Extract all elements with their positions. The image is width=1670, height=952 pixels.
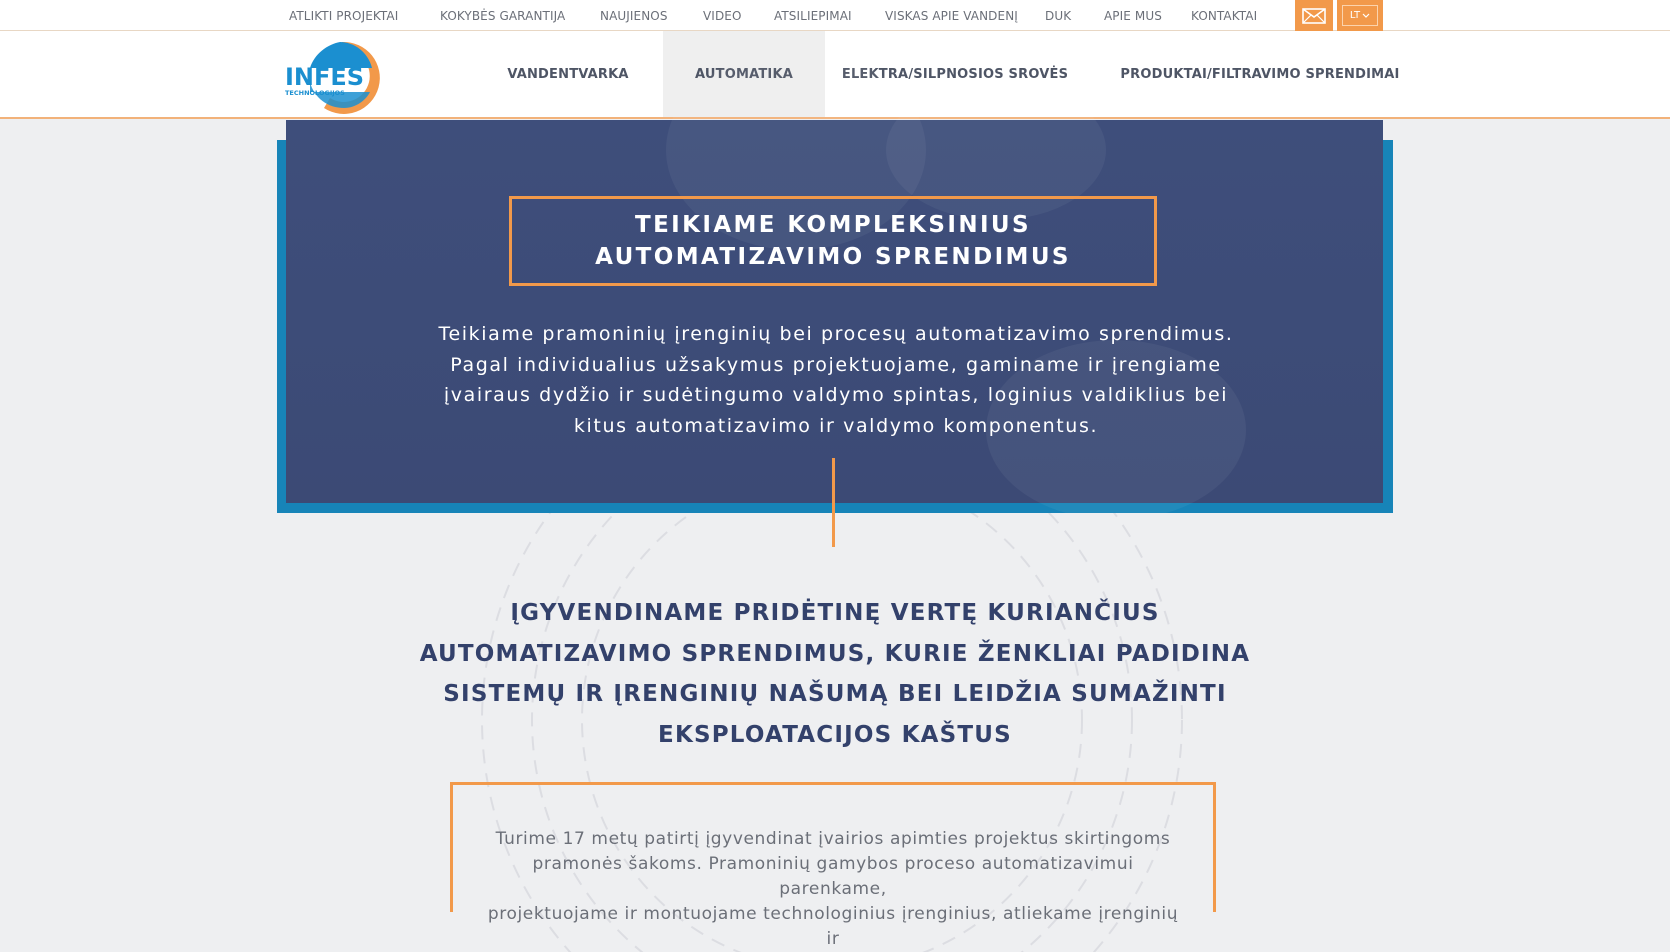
section-title-line: EKSPLOATACIJOS KAŠTUS bbox=[658, 721, 1012, 748]
section-title bbox=[385, 593, 1285, 755]
info-text-line: Turime 17 metų patirtį įgyvendinat įvairios apimties projektus skirtingoms bbox=[495, 829, 1171, 849]
top-link-atsiliepimai[interactable]: ATSILIEPIMAI bbox=[774, 9, 852, 23]
hero-text-line: Teikiame pramoninių įrenginių bei procesų automatizavimo sprendimus. bbox=[438, 323, 1234, 345]
language-selector[interactable] bbox=[1337, 0, 1383, 31]
logo-subtext: TECHNOLOGIJOS bbox=[285, 89, 345, 97]
top-link-kontaktai[interactable]: KONTAKTAI bbox=[1191, 9, 1258, 23]
hero-title-line: AUTOMATIZAVIMO SPRENDIMUS bbox=[595, 244, 1071, 270]
language-selector-box bbox=[1342, 5, 1378, 26]
top-link-video[interactable]: VIDEO bbox=[703, 9, 742, 23]
hero-title-line: TEIKIAME KOMPLEKSINIUS bbox=[634, 212, 1031, 238]
top-utility-bar bbox=[0, 0, 1670, 31]
info-box bbox=[450, 782, 1216, 949]
info-text-line: pramonės šakoms. Pramoninių gamybos proceso automatizavimui parenkame, bbox=[532, 854, 1134, 899]
language-label: LT bbox=[1349, 10, 1361, 21]
logo[interactable] bbox=[284, 38, 386, 113]
nav-item-produktai-filtravimo-sprendimai[interactable]: PRODUKTAI/FILTRAVIMO SPRENDIMAI bbox=[1120, 66, 1400, 82]
mail-button[interactable] bbox=[1295, 0, 1333, 31]
section-title-line: ĮGYVENDINAME PRIDĖTINĘ VERTĘ KURIANČIUS bbox=[510, 600, 1160, 626]
hero-text-line: kitus automatizavimo ir valdymo komponentus. bbox=[573, 414, 1099, 437]
top-link-apie-mus[interactable]: APIE MUS bbox=[1104, 9, 1162, 23]
logo-mark bbox=[284, 38, 386, 113]
section-title-line: AUTOMATIZAVIMO SPRENDIMUS, KURIE ŽENKLIAI PADIDINA bbox=[419, 640, 1251, 667]
top-link-naujienos[interactable]: NAUJIENOS bbox=[600, 9, 668, 23]
hero-title bbox=[595, 209, 1071, 273]
logo-text: INFES bbox=[285, 63, 365, 91]
top-link-viskas-apie-vanden[interactable]: VISKAS APIE VANDENĮ bbox=[885, 9, 1018, 23]
top-nav bbox=[0, 0, 1670, 31]
hero-connector-line bbox=[832, 458, 835, 547]
nav-item-vandentvarka[interactable]: VANDENTVARKA bbox=[507, 66, 629, 82]
info-text-line: projektuojame ir montuojame technologinius įrenginius, atliekame įrenginių ir bbox=[487, 904, 1179, 949]
hero-banner bbox=[286, 120, 1383, 503]
info-text bbox=[483, 827, 1183, 952]
nav-item-automatika[interactable]: AUTOMATIKA bbox=[663, 31, 825, 117]
top-link-kokybes-garantija[interactable]: KOKYBĖS GARANTIJA bbox=[440, 9, 566, 23]
hero-text-line: įvairaus dydžio ir sudėtingumo valdymo spintas, loginius valdiklius bei bbox=[443, 384, 1229, 406]
chevron-down-icon bbox=[1362, 13, 1370, 19]
section-title-line: SISTEMŲ IR ĮRENGINIŲ NAŠUMĄ BEI LEIDŽIA SUMAŽINTI bbox=[443, 681, 1227, 707]
hero-description bbox=[406, 319, 1266, 441]
hero-text-line: Pagal individualius užsakymus projektuojame, gaminame ir įrengiame bbox=[450, 353, 1222, 376]
nav-item-elektra-silpnosios-sroves[interactable]: ELEKTRA/SILPNOSIOS SROVĖS bbox=[841, 66, 1069, 82]
envelope-icon bbox=[1302, 8, 1326, 24]
top-link-duk[interactable]: DUK bbox=[1045, 9, 1072, 23]
hero-title-box bbox=[509, 196, 1157, 286]
top-link-atlikti-projektai[interactable]: ATLIKTI PROJEKTAI bbox=[289, 9, 399, 23]
